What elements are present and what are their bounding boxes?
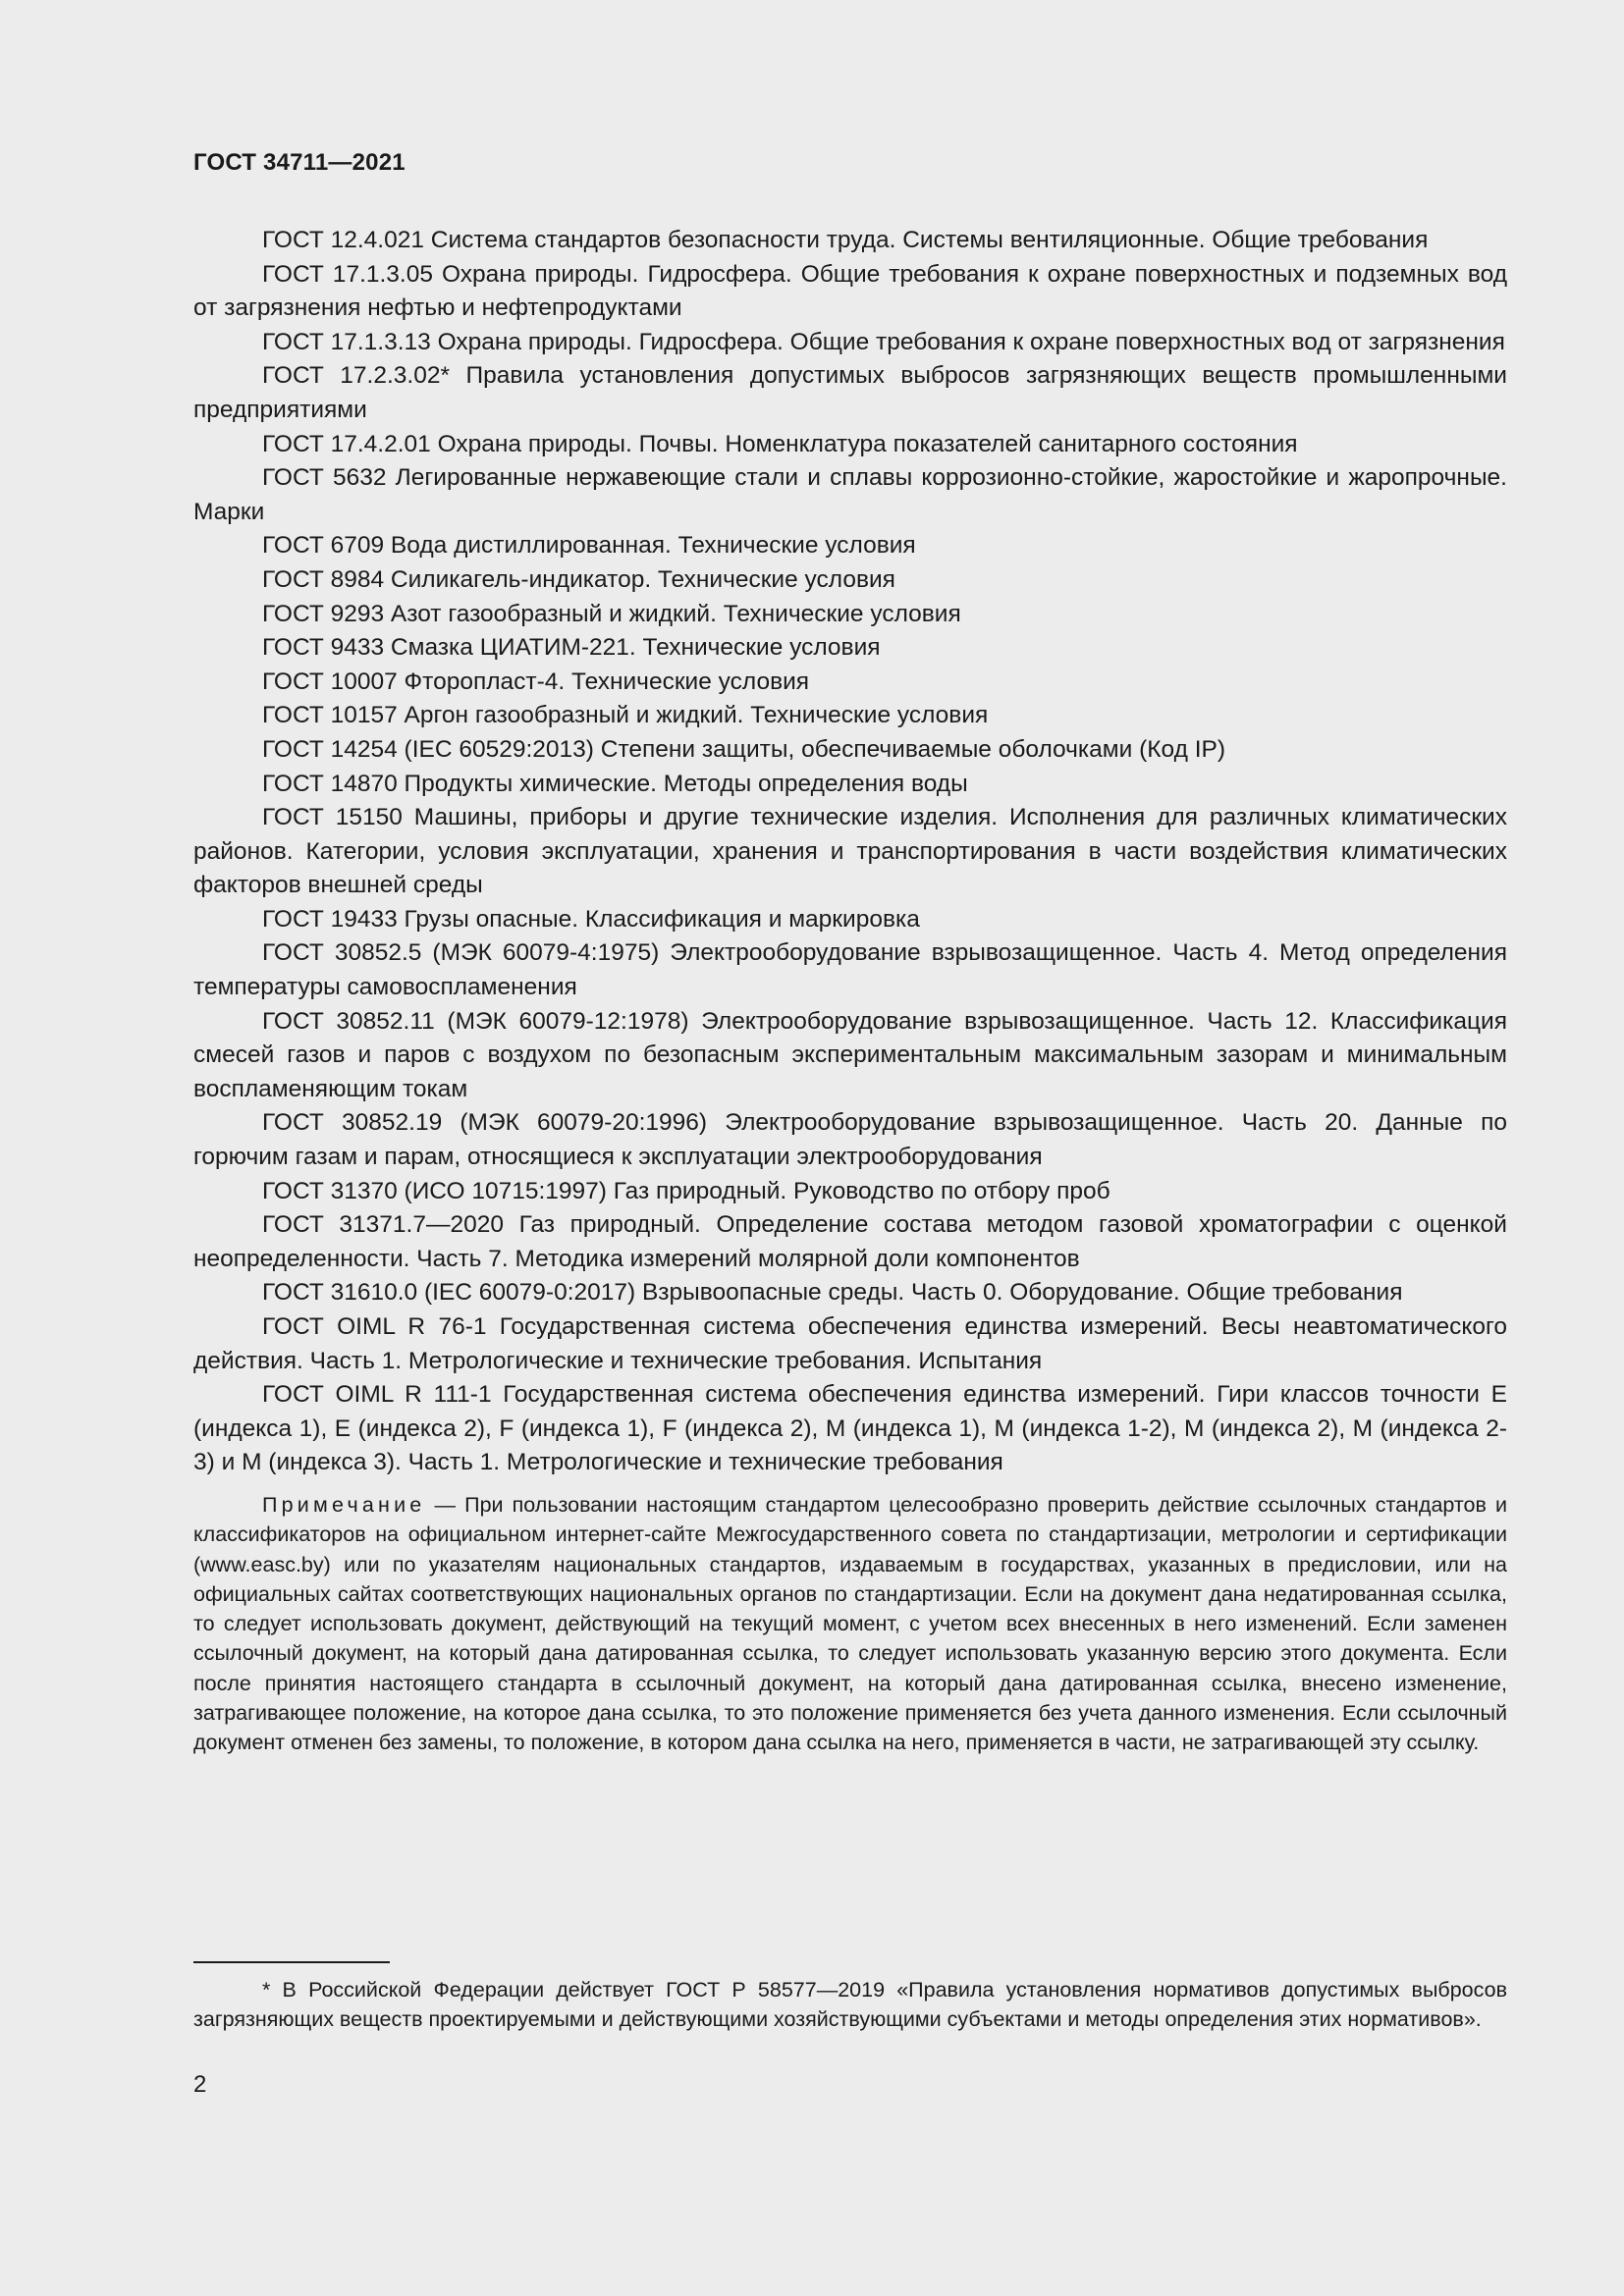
- reference-item: ГОСТ 17.1.3.13 Охрана природы. Гидросфера. Общие требования к охране поверхностных вод от загрязнения: [262, 328, 1505, 355]
- reference-item: ГОСТ 6709 Вода дистиллированная. Технические условия: [262, 532, 916, 560]
- reference-item: ГОСТ 9433 Смазка ЦИАТИМ-221. Технические условия: [262, 634, 881, 662]
- reference-item: ГОСТ 17.2.3.02* Правила установления допустимых выбросов загрязняющих веществ промышленными предприятиями: [193, 362, 1507, 423]
- reference-item: ГОСТ 31370 (ИСО 10715:1997) Газ природный. Руководство по отбору проб: [262, 1177, 1110, 1204]
- reference-item: ГОСТ 10007 Фторопласт-4. Технические условия: [262, 667, 810, 695]
- reference-item: ГОСТ 17.4.2.01 Охрана природы. Почвы. Номенклатура показателей санитарного состояния: [262, 430, 1298, 457]
- page-number: 2: [193, 2071, 207, 2098]
- reference-item: ГОСТ OIML R 111-1 Государственная система обеспечения единства измерений. Гири классов точности E (индекса 1), E (индекса 2), F (индекса 1), F (индекса 2), M (индекса 1), M (индекса 1-2), M (индекса 2), M (индекса 2-3) и M (индекса 3). Часть 1. Метрологические и технические требования: [193, 1381, 1507, 1476]
- reference-item: ГОСТ OIML R 76-1 Государственная система обеспечения единства измерений. Весы неавтоматического действия. Часть 1. Метрологические и технические требования. Испытания: [193, 1313, 1507, 1374]
- references-section: [193, 224, 1507, 1779]
- reference-item: ГОСТ 12.4.021 Система стандартов безопасности труда. Системы вентиляционные. Общие требования: [262, 227, 1429, 253]
- footnote: * В Российской Федерации действует ГОСТ Р 58577—2019 «Правила установления нормативов допустимых выбросов загрязняющих веществ проектируемыми и действующими хозяйствующими субъектами и методы определения этих нормативов».: [193, 1978, 1507, 2032]
- reference-item: ГОСТ 31610.0 (IEC 60079-0:2017) Взрывоопасные среды. Часть 0. Оборудование. Общие требования: [262, 1279, 1403, 1307]
- reference-item: ГОСТ 10157 Аргон газообразный и жидкий. Технические условия: [262, 702, 989, 729]
- reference-item: ГОСТ 31371.7—2020 Газ природный. Определение состава методом газовой хроматографии с оценкой неопределенности. Часть 7. Методика измерений молярной доли компонентов: [193, 1211, 1507, 1272]
- note-paragraph: [193, 1490, 1507, 1758]
- reference-item: ГОСТ 30852.5 (МЭК 60079-4:1975) Электрооборудование взрывозащищенное. Часть 4. Метод определения температуры самовоспламенения: [193, 939, 1507, 1001]
- note-text: — При пользовании настоящим стандартом целесообразно проверить действие ссылочных стандартов и классификаторов на официальном интернет-сайте Межгосударственного совета по стандартизации, метрологии и сертификации (www.easc.by) или по указателям национальных стандартов, издаваемым в государствах, указанных в предисловии, или на официальных сайтах соответствующих национальных органов по стандартизации. Если на документ дана недатированная ссылка, то следует использовать документ, действующий на текущий момент, с учетом всех внесенных в него изменений. Если заменен ссылочный документ, на который дана датированная ссылка, то следует использовать указанную версию этого документа. Если после принятия настоящего стандарта в ссылочный документ, на который дана датированная ссылка, внесено изменение, затрагивающее положение, на которое дана ссылка, то это положение применяется без учета данного изменения. Если ссылочный документ отменен без замены, то положение, в котором дана ссылка на него, применяется в части, не затрагивающей эту ссылку.: [193, 1492, 1507, 1755]
- reference-item: ГОСТ 14254 (IEC 60529:2013) Степени защиты, обеспечиваемые оболочками (Код IP): [262, 735, 1226, 763]
- reference-item: ГОСТ 19433 Грузы опасные. Классификация и маркировка: [262, 905, 920, 933]
- document-header: ГОСТ 34711—2021: [193, 149, 406, 176]
- reference-item: ГОСТ 5632 Легированные нержавеющие стали и сплавы коррозионно-стойкие, жаростойкие и жаропрочные. Марки: [193, 464, 1507, 525]
- reference-item: ГОСТ 9293 Азот газообразный и жидкий. Технические условия: [262, 600, 961, 627]
- reference-item: ГОСТ 14870 Продукты химические. Методы определения воды: [262, 770, 968, 797]
- footnote-divider: [193, 1961, 390, 1963]
- reference-item: ГОСТ 30852.19 (МЭК 60079-20:1996) Электрооборудование взрывозащищенное. Часть 20. Данные по горючим газам и парам, относящиеся к эксплуатации электрооборудования: [193, 1109, 1507, 1171]
- reference-item: ГОСТ 8984 Силикагель-индикатор. Технические условия: [262, 565, 895, 593]
- reference-item: ГОСТ 17.1.3.05 Охрана природы. Гидросфера. Общие требования к охране поверхностных и подземных вод от загрязнения нефтью и нефтепродуктами: [193, 260, 1507, 322]
- note-label: Примечание: [262, 1492, 426, 1517]
- reference-item: ГОСТ 30852.11 (МЭК 60079-12:1978) Электрооборудование взрывозащищенное. Часть 12. Классификация смесей газов и паров с воздухом по безопасным экспериментальным максимальным зазорам и минимальным воспламеняющим токам: [193, 1007, 1507, 1102]
- reference-item: ГОСТ 15150 Машины, приборы и другие технические изделия. Исполнения для различных климатических районов. Категории, условия эксплуатации, хранения и транспортирования в части воздействия климатических факторов внешней среды: [193, 804, 1507, 899]
